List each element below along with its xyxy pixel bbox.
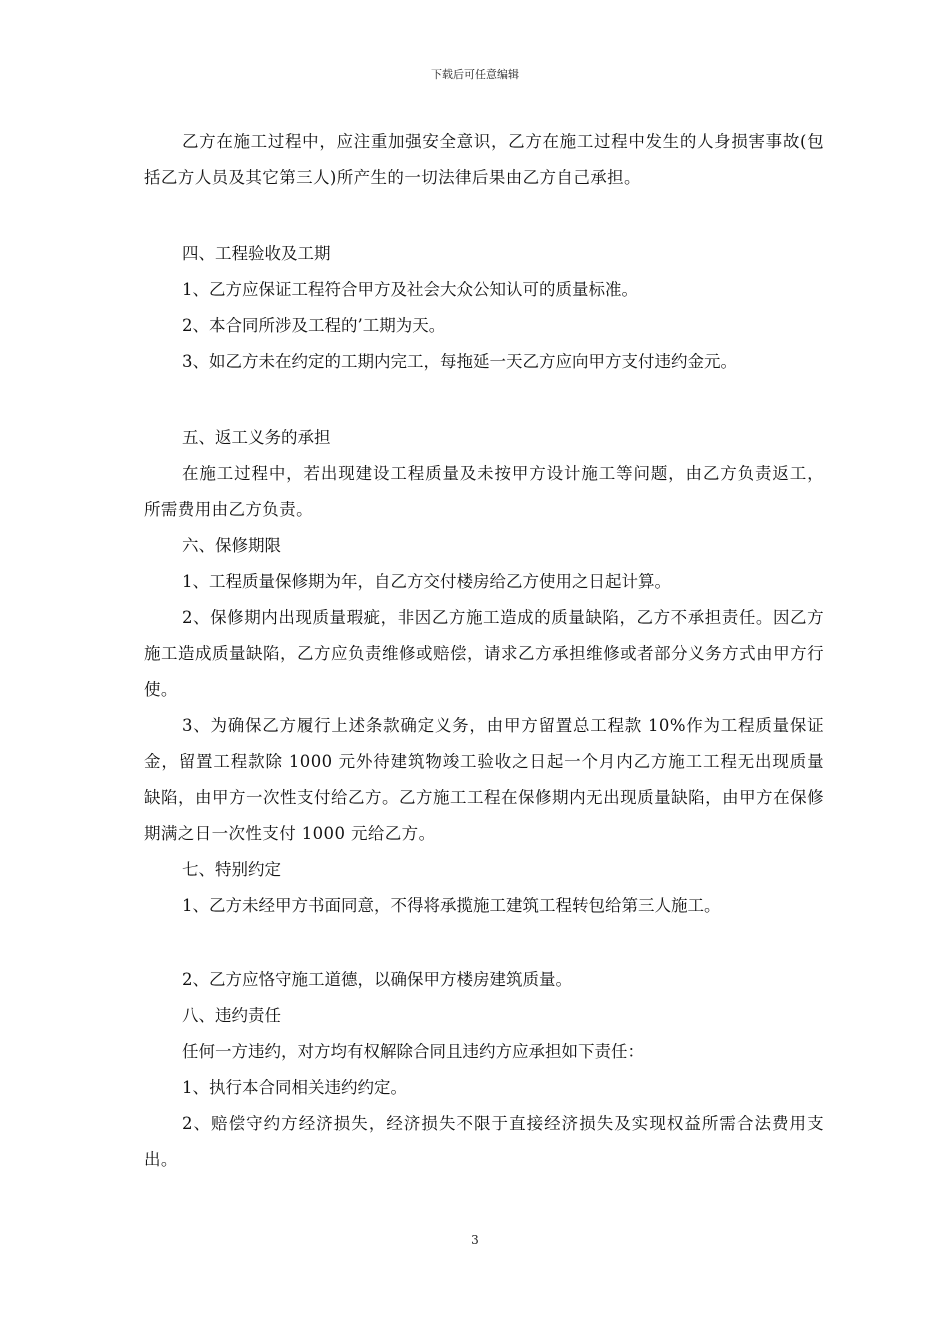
section-6-item-1: 1、工程质量保修期为年，自乙方交付楼房给乙方使用之日起计算。 [182, 572, 671, 591]
document-body [144, 124, 824, 1178]
section-6-item-3: 3、为确保乙方履行上述条款确定义务，由甲方留置总工程款 10%作为工程质量保证金，留置工程款除 1000 元外待建筑物竣工验收之日起一个月内乙方施工工程无出现质量缺陷，由甲方一次性支付给乙方。乙方施工工程在保修期内无出现质量缺陷，由甲方在保修期满之日一次性支付 1000 元给乙方。 [144, 716, 824, 843]
section-6-title: 六、保修期限 [182, 536, 281, 555]
section-4-item-3: 3、如乙方未在约定的工期内完工，每拖延一天乙方应向甲方支付违约金元。 [182, 352, 737, 371]
section-5-paragraph: 在施工过程中，若出现建设工程质量及未按甲方设计施工等问题，由乙方负责返工，所需费用由乙方负责。 [144, 464, 824, 519]
section-7-item-2: 2、乙方应恪守施工道德，以确保甲方楼房建筑质量。 [182, 970, 572, 989]
section-8-paragraph: 任何一方违约，对方均有权解除合同且违约方应承担如下责任： [182, 1042, 644, 1061]
section-6-item-2: 2、保修期内出现质量瑕疵，非因乙方施工造成的质量缺陷，乙方不承担责任。因乙方施工造成质量缺陷，乙方应负责维修或赔偿，请求乙方承担维修或者部分义务方式由甲方行使。 [144, 608, 824, 699]
spacer [144, 380, 824, 420]
section-4-title: 四、工程验收及工期 [182, 244, 331, 263]
paragraph-safety: 乙方在施工过程中，应注重加强安全意识，乙方在施工过程中发生的人身损害事故(包括乙方人员及其它第三人)所产生的一切法律后果由乙方自己承担。 [144, 132, 824, 187]
section-7-title: 七、特别约定 [182, 860, 281, 879]
section-8-title: 八、违约责任 [182, 1006, 281, 1025]
section-4-item-1: 1、乙方应保证工程符合甲方及社会大众公知认可的质量标准。 [182, 280, 638, 299]
section-8-item-1: 1、执行本合同相关违约约定。 [182, 1078, 407, 1097]
page-header: 下载后可任意编辑 [431, 68, 519, 81]
spacer [144, 196, 824, 236]
spacer [144, 924, 824, 962]
section-7-item-1: 1、乙方未经甲方书面同意，不得将承揽施工建筑工程转包给第三人施工。 [182, 896, 721, 915]
section-4-item-2: 2、本合同所涉及工程的’工期为天。 [182, 316, 446, 335]
page-number: 3 [471, 1233, 479, 1247]
section-8-item-2: 2、赔偿守约方经济损失，经济损失不限于直接经济损失及实现权益所需合法费用支出。 [144, 1114, 824, 1169]
section-5-title: 五、返工义务的承担 [182, 428, 331, 447]
